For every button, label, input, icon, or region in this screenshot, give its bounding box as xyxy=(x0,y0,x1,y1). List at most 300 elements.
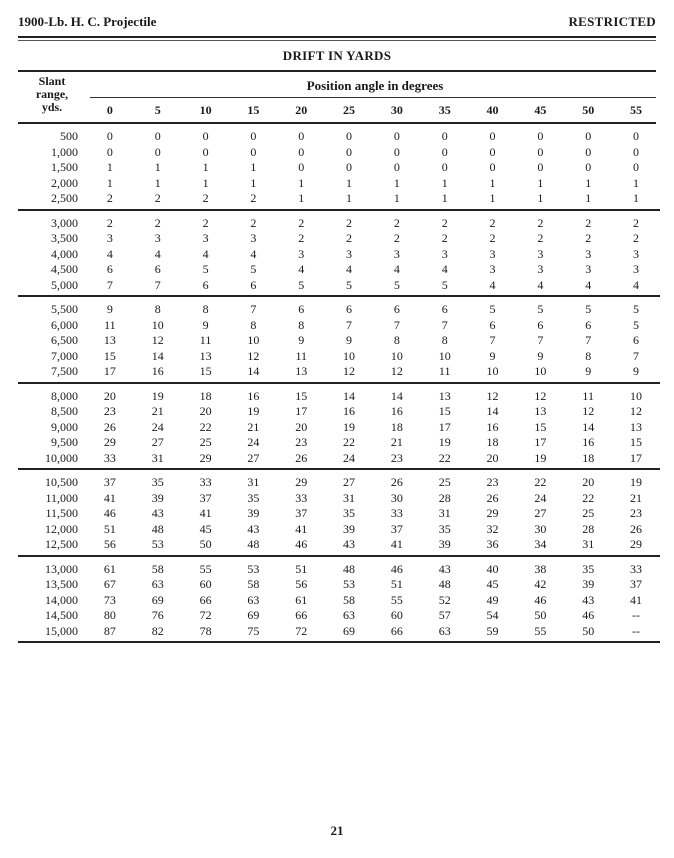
drift-cell: 0 xyxy=(489,160,496,175)
drift-cell: 31 xyxy=(151,450,164,465)
drift-cell: 0 xyxy=(537,144,544,159)
drift-cell: 37 xyxy=(199,490,212,505)
drift-cell: 0 xyxy=(489,144,496,159)
column-header: 30 xyxy=(390,103,403,117)
drift-cell: 4 xyxy=(250,246,257,261)
drift-cells xyxy=(86,231,660,246)
drift-cells xyxy=(86,435,660,450)
drift-cell: 50 xyxy=(199,537,212,552)
drift-cells xyxy=(86,262,660,277)
slant-range-cell: 5,500 xyxy=(51,302,78,317)
drift-cell: 6 xyxy=(633,333,640,348)
table-row xyxy=(18,475,660,491)
drift-cell: 4 xyxy=(633,277,640,292)
drift-cell: 2 xyxy=(154,215,161,230)
drift-cell: 5 xyxy=(393,277,400,292)
slant-range-cell: 14,500 xyxy=(45,608,78,623)
slant-range-cell: 7,500 xyxy=(51,364,78,379)
table-row xyxy=(18,349,660,365)
drift-cell: 2 xyxy=(202,191,209,206)
drift-cell: 9 xyxy=(106,302,113,317)
drift-cell: 43 xyxy=(582,592,595,607)
drift-cell: 11 xyxy=(104,317,116,332)
drift-cell: 1 xyxy=(106,160,113,175)
drift-cell: 46 xyxy=(295,537,308,552)
drift-cell: 7 xyxy=(346,317,353,332)
drift-cell: 53 xyxy=(247,561,260,576)
row-group xyxy=(18,301,660,384)
slant-range-cell: 11,500 xyxy=(45,506,78,521)
drift-cell: 29 xyxy=(486,506,499,521)
drift-cell: 46 xyxy=(582,608,595,623)
drift-cell: 2 xyxy=(393,215,400,230)
drift-cells xyxy=(86,160,660,175)
drift-cell: 59 xyxy=(486,623,499,638)
drift-cell: 1 xyxy=(202,160,209,175)
drift-cell: 60 xyxy=(199,577,212,592)
drift-cell: 16 xyxy=(151,364,164,379)
table-title: DRIFT IN YARDS xyxy=(282,48,392,63)
drift-cell: 15 xyxy=(630,435,643,450)
drift-cell: 21 xyxy=(247,419,260,434)
drift-cell: 41 xyxy=(199,506,212,521)
drift-cell: 2 xyxy=(202,215,209,230)
drift-cell: 15 xyxy=(534,419,547,434)
drift-cell: 19 xyxy=(343,419,356,434)
drift-cell: 1 xyxy=(489,191,496,206)
slant-range-cell: 15,000 xyxy=(45,623,78,638)
drift-cells xyxy=(86,333,660,348)
drift-cell: 12 xyxy=(534,388,547,403)
drift-cell: 24 xyxy=(343,450,356,465)
drift-cell: 2 xyxy=(250,215,257,230)
drift-cell: 14 xyxy=(151,348,164,363)
column-header: 5 xyxy=(154,103,161,117)
drift-cell: 0 xyxy=(346,160,353,175)
table-row xyxy=(18,262,660,278)
spanner-header: Position angle in degrees xyxy=(306,78,444,93)
drift-cell: 3 xyxy=(202,231,209,246)
drift-cell: 14 xyxy=(343,388,356,403)
drift-cell: 17 xyxy=(295,404,308,419)
drift-cell: 13 xyxy=(199,348,212,363)
drift-cell: 12 xyxy=(151,333,164,348)
drift-cell: 2 xyxy=(537,215,544,230)
drift-cell: -- xyxy=(632,623,641,638)
drift-cell: 19 xyxy=(534,450,547,465)
drift-cell: 0 xyxy=(154,129,161,144)
slant-range-cell: 1,500 xyxy=(51,160,78,175)
drift-cell: 1 xyxy=(393,175,400,190)
drift-cell: 56 xyxy=(103,537,116,552)
drift-cell: 46 xyxy=(534,592,547,607)
drift-cell: 26 xyxy=(630,521,643,536)
drift-cell: 27 xyxy=(247,450,260,465)
table-row xyxy=(18,608,660,624)
drift-cell: 50 xyxy=(534,608,547,623)
column-header: 35 xyxy=(438,103,451,117)
drift-cell: 8 xyxy=(298,317,305,332)
slant-range-cell: 4,500 xyxy=(51,262,78,277)
drift-cell: 3 xyxy=(106,231,113,246)
drift-cell: 33 xyxy=(630,561,643,576)
table-row xyxy=(18,577,660,593)
drift-cell: 20 xyxy=(103,388,116,403)
table-row xyxy=(18,593,660,609)
drift-cell: 7 xyxy=(154,277,161,292)
drift-cell: 3 xyxy=(585,262,592,277)
drift-cell: 45 xyxy=(199,521,212,536)
drift-cell: 2 xyxy=(106,215,113,230)
table-top-rule xyxy=(18,70,656,72)
drift-cell: 4 xyxy=(106,246,113,261)
table-row xyxy=(18,302,660,318)
drift-cell: 11 xyxy=(295,348,307,363)
table-row xyxy=(18,333,660,349)
stub-header-line: yds. xyxy=(41,100,63,114)
drift-cells xyxy=(86,562,660,577)
drift-cell: 1 xyxy=(250,175,257,190)
drift-cell: 10 xyxy=(390,348,403,363)
drift-cell: 56 xyxy=(295,577,308,592)
drift-cell: 2 xyxy=(489,215,496,230)
drift-cell: 38 xyxy=(534,561,547,576)
drift-cell: 69 xyxy=(247,608,260,623)
drift-cell: 61 xyxy=(295,592,308,607)
drift-cell: 5 xyxy=(537,302,544,317)
drift-cell: 27 xyxy=(534,506,547,521)
drift-cell: 54 xyxy=(486,608,499,623)
table-body xyxy=(18,128,660,647)
drift-cell: 10 xyxy=(438,348,451,363)
drift-cells xyxy=(86,475,660,490)
drift-cell: 35 xyxy=(582,561,595,576)
drift-cell: 57 xyxy=(438,608,451,623)
slant-range-cell: 3,500 xyxy=(51,231,78,246)
drift-cell: 0 xyxy=(154,144,161,159)
slant-range-cell: 2,000 xyxy=(51,175,78,190)
drift-cell: 7 xyxy=(441,317,448,332)
column-header: 40 xyxy=(486,103,499,117)
drift-cells xyxy=(86,145,660,160)
drift-cell: 0 xyxy=(393,160,400,175)
table-row xyxy=(18,160,660,176)
drift-cell: 16 xyxy=(582,435,595,450)
drift-cell: 2 xyxy=(489,231,496,246)
column-header: 0 xyxy=(106,103,113,117)
drift-cell: 31 xyxy=(343,490,356,505)
drift-cell: 67 xyxy=(103,577,116,592)
table-row xyxy=(18,278,660,294)
slant-range-cell: 9,500 xyxy=(51,435,78,450)
drift-cell: 1 xyxy=(250,160,257,175)
drift-cell: 41 xyxy=(295,521,308,536)
drift-cell: 12 xyxy=(343,364,356,379)
drift-cell: 35 xyxy=(151,475,164,490)
drift-cell: 0 xyxy=(585,144,592,159)
drift-cell: 0 xyxy=(393,144,400,159)
drift-cell: 1 xyxy=(202,175,209,190)
drift-cells xyxy=(86,593,660,608)
drift-cell: 1 xyxy=(298,175,305,190)
drift-cell: 1 xyxy=(441,175,448,190)
drift-cell: 19 xyxy=(151,388,164,403)
drift-cell: 3 xyxy=(489,262,496,277)
drift-cell: 37 xyxy=(630,577,643,592)
header-rule xyxy=(18,36,656,41)
drift-cell: 17 xyxy=(103,364,116,379)
column-header: 15 xyxy=(247,103,260,117)
drift-cell: 41 xyxy=(390,537,403,552)
drift-cell: 3 xyxy=(489,246,496,261)
drift-cell: 37 xyxy=(390,521,403,536)
drift-cell: 55 xyxy=(390,592,403,607)
drift-cell: 23 xyxy=(630,506,643,521)
drift-cell: 13 xyxy=(103,333,116,348)
drift-cell: 8 xyxy=(393,333,400,348)
drift-cells xyxy=(86,247,660,262)
running-head-title: 1900-Lb. H. C. Projectile xyxy=(18,14,157,29)
drift-cell: 37 xyxy=(295,506,308,521)
drift-cell: 0 xyxy=(537,160,544,175)
drift-cell: 6 xyxy=(346,302,353,317)
drift-cell: 39 xyxy=(247,506,260,521)
drift-cell: 40 xyxy=(486,561,499,576)
table-row xyxy=(18,420,660,436)
drift-cell: 29 xyxy=(103,435,116,450)
table-row xyxy=(18,435,660,451)
drift-cell: 0 xyxy=(346,144,353,159)
drift-cell: 2 xyxy=(633,231,640,246)
page-number: 21 xyxy=(330,823,344,838)
drift-cell: 26 xyxy=(390,475,403,490)
drift-cell: 2 xyxy=(106,191,113,206)
drift-cell: 50 xyxy=(582,623,595,638)
drift-cells xyxy=(86,404,660,419)
drift-cell: 35 xyxy=(247,490,260,505)
slant-range-cell: 13,000 xyxy=(45,561,78,576)
drift-cells xyxy=(86,522,660,537)
drift-cell: 2 xyxy=(633,215,640,230)
drift-cell: 3 xyxy=(250,231,257,246)
drift-cell: 1 xyxy=(633,175,640,190)
drift-cell: 23 xyxy=(486,475,499,490)
drift-cell: 18 xyxy=(582,450,595,465)
drift-cell: 69 xyxy=(343,623,356,638)
drift-cell: 18 xyxy=(390,419,403,434)
drift-cell: 58 xyxy=(151,561,164,576)
slant-range-cell: 8,000 xyxy=(51,388,78,403)
drift-cell: 26 xyxy=(486,490,499,505)
classification-marking: RESTRICTED xyxy=(568,14,656,29)
drift-cell: 17 xyxy=(438,419,451,434)
row-group xyxy=(18,561,660,644)
drift-cell: 11 xyxy=(199,333,212,348)
drift-cells xyxy=(86,420,660,435)
drift-cell: 26 xyxy=(103,419,116,434)
drift-cell: 61 xyxy=(103,561,116,576)
drift-cell: 0 xyxy=(489,129,496,144)
drift-cell: 2 xyxy=(298,215,305,230)
drift-cell: 2 xyxy=(393,231,400,246)
column-header: 55 xyxy=(630,103,643,117)
drift-cell: 4 xyxy=(346,262,353,277)
drift-cell: 14 xyxy=(390,388,403,403)
drift-cell: 5 xyxy=(633,317,640,332)
drift-cell: 58 xyxy=(343,592,356,607)
drift-cell: 3 xyxy=(537,262,544,277)
drift-cell: 32 xyxy=(486,521,499,536)
drift-cell: 75 xyxy=(247,623,260,638)
drift-cell: 2 xyxy=(298,231,305,246)
drift-cell: 48 xyxy=(247,537,260,552)
slant-range-cell: 12,000 xyxy=(45,521,78,536)
drift-cell: 20 xyxy=(295,419,308,434)
table-row xyxy=(18,176,660,192)
drift-cell: 9 xyxy=(202,317,209,332)
drift-cell: 39 xyxy=(151,490,164,505)
slant-range-cell: 1,000 xyxy=(51,144,78,159)
drift-cell: 31 xyxy=(438,506,451,521)
slant-range-cell: 9,000 xyxy=(51,419,78,434)
drift-cells xyxy=(86,364,660,379)
drift-cell: 30 xyxy=(534,521,547,536)
drift-cell: 3 xyxy=(537,246,544,261)
stub-header xyxy=(18,75,86,114)
running-head xyxy=(18,14,656,30)
drift-cell: 51 xyxy=(295,561,308,576)
drift-cell: 35 xyxy=(438,521,451,536)
drift-cell: 5 xyxy=(633,302,640,317)
drift-cell: 4 xyxy=(489,277,496,292)
drift-cell: 9 xyxy=(346,333,353,348)
table-row xyxy=(18,216,660,232)
drift-cell: 8 xyxy=(202,302,209,317)
slant-range-cell: 4,000 xyxy=(51,246,78,261)
drift-cell: 25 xyxy=(199,435,212,450)
drift-cell: 0 xyxy=(346,129,353,144)
drift-cells xyxy=(86,608,660,623)
drift-cell: 16 xyxy=(390,404,403,419)
drift-cell: 13 xyxy=(630,419,643,434)
slant-range-cell: 10,500 xyxy=(45,475,78,490)
drift-cell: 34 xyxy=(534,537,547,552)
drift-cells xyxy=(86,216,660,231)
drift-cell: 15 xyxy=(295,388,308,403)
table-row xyxy=(18,506,660,522)
drift-cell: 5 xyxy=(346,277,353,292)
drift-cell: 8 xyxy=(154,302,161,317)
drift-cell: 69 xyxy=(151,592,164,607)
drift-cell: 3 xyxy=(298,246,305,261)
drift-cell: 12 xyxy=(582,404,595,419)
drift-cell: 0 xyxy=(250,144,257,159)
drift-cell: 55 xyxy=(534,623,547,638)
drift-cell: 39 xyxy=(582,577,595,592)
drift-cell: 18 xyxy=(486,435,499,450)
slant-range-cell: 12,500 xyxy=(45,537,78,552)
drift-cell: 3 xyxy=(633,246,640,261)
table-row xyxy=(18,562,660,578)
drift-cell: 76 xyxy=(151,608,164,623)
row-group xyxy=(18,474,660,557)
drift-cell: 19 xyxy=(438,435,451,450)
drift-cell: 0 xyxy=(298,144,305,159)
drift-cell: 60 xyxy=(390,608,403,623)
drift-cell: 23 xyxy=(103,404,116,419)
drift-cell: 10 xyxy=(151,317,164,332)
drift-cell: 17 xyxy=(630,450,643,465)
drift-cell: 6 xyxy=(202,277,209,292)
drift-cell: 43 xyxy=(438,561,451,576)
drift-cell: 1 xyxy=(154,175,161,190)
drift-cell: 6 xyxy=(298,302,305,317)
column-header: 50 xyxy=(582,103,595,117)
drift-cell: 31 xyxy=(247,475,260,490)
slant-range-cell: 3,000 xyxy=(51,215,78,230)
drift-cell: 4 xyxy=(154,246,161,261)
drift-cell: 2 xyxy=(585,231,592,246)
drift-cell: 72 xyxy=(295,623,308,638)
drift-cell: 8 xyxy=(250,317,257,332)
spanner-rule xyxy=(90,97,656,98)
slant-range-cell: 6,500 xyxy=(51,333,78,348)
drift-cell: -- xyxy=(632,608,641,623)
drift-cells xyxy=(86,537,660,552)
drift-cell: 0 xyxy=(633,160,640,175)
drift-cell: 4 xyxy=(202,246,209,261)
drift-cell: 39 xyxy=(438,537,451,552)
drift-cell: 43 xyxy=(247,521,260,536)
drift-cell: 12 xyxy=(247,348,260,363)
drift-cell: 5 xyxy=(250,262,257,277)
drift-cell: 2 xyxy=(441,231,448,246)
drift-cell: 11 xyxy=(582,388,594,403)
drift-cells xyxy=(86,318,660,333)
drift-cell: 1 xyxy=(346,191,353,206)
drift-cell: 22 xyxy=(343,435,356,450)
drift-cell: 0 xyxy=(441,160,448,175)
drift-cell: 0 xyxy=(441,129,448,144)
row-group xyxy=(18,215,660,298)
drift-cell: 53 xyxy=(151,537,164,552)
drift-cell: 14 xyxy=(486,404,499,419)
drift-cell: 7 xyxy=(537,333,544,348)
drift-cell: 29 xyxy=(295,475,308,490)
drift-cell: 15 xyxy=(438,404,451,419)
drift-cell: 1 xyxy=(298,191,305,206)
drift-cell: 87 xyxy=(103,623,116,638)
drift-cells xyxy=(86,278,660,293)
drift-cell: 66 xyxy=(295,608,308,623)
drift-cell: 3 xyxy=(633,262,640,277)
drift-cell: 53 xyxy=(343,577,356,592)
drift-cell: 14 xyxy=(247,364,260,379)
slant-range-cell: 7,000 xyxy=(51,348,78,363)
drift-cell: 10 xyxy=(486,364,499,379)
drift-cell: 20 xyxy=(199,404,212,419)
drift-cell: 72 xyxy=(199,608,212,623)
drift-cell: 37 xyxy=(103,475,116,490)
drift-cell: 39 xyxy=(343,521,356,536)
drift-cell: 41 xyxy=(103,490,116,505)
drift-cell: 0 xyxy=(106,144,113,159)
drift-cell: 8 xyxy=(441,333,448,348)
drift-cell: 0 xyxy=(537,129,544,144)
drift-cell: 43 xyxy=(343,537,356,552)
drift-cell: 48 xyxy=(438,577,451,592)
drift-cell: 2 xyxy=(250,191,257,206)
